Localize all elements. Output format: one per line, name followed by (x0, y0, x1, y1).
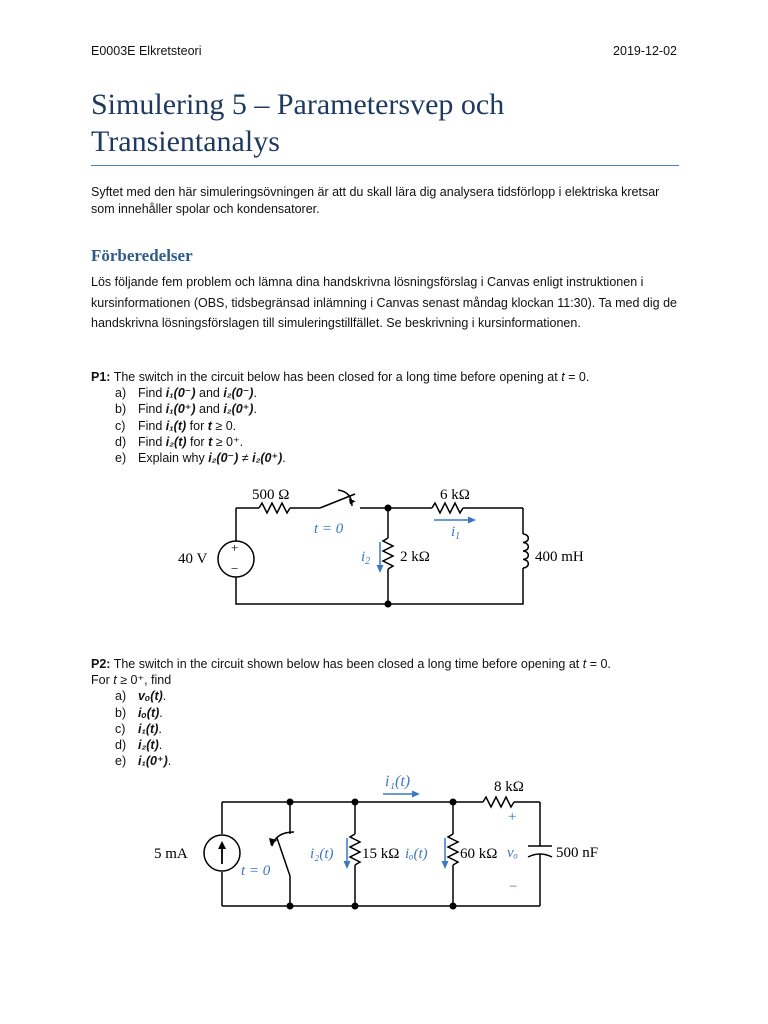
title-divider (91, 165, 679, 166)
problem-1 (91, 369, 589, 466)
section-paragraph: Lös följande fem problem och lämna dina handskrivna lösningsförslag i Canvas enligt instruktionen i kursinformationen (OBS, tidsbegränsad inlämning i Canvas senast måndag klockan 11:30). Ta med dig de handskrivna lösningsförslagen till simuleringstillfället. Se beskrivning i kursinformationen. (91, 275, 677, 330)
label-r2: 60 kΩ (460, 846, 498, 862)
junction-dot (287, 903, 294, 910)
junction-dot (385, 601, 392, 608)
junction-dot (352, 903, 359, 910)
vo-plus: + (508, 809, 517, 825)
label-vo: vₒ (507, 845, 518, 861)
resistor-6k (432, 503, 463, 513)
switch-blade (277, 838, 290, 876)
junction-dot (450, 799, 457, 806)
problem-2-statement-line2: For t ≥ 0⁺, find (91, 673, 172, 688)
list-item: c) Find i₁(t) for t ≥ 0. (115, 418, 237, 433)
date-header: 2019-12-02 (613, 44, 677, 58)
inductor-400mh (523, 534, 528, 568)
label-i1: i₁(t) (385, 773, 411, 790)
list-item: a) vₒ(t). (115, 689, 167, 704)
source-minus: − (231, 561, 239, 576)
label-cap: 500 nF (556, 845, 599, 861)
source-plus: + (231, 540, 239, 555)
list-item: b) iₒ(t). (115, 705, 163, 720)
course-header: E0003E Elkretsteori (91, 44, 202, 58)
problem-1-statement: P1: The switch in the circuit below has been closed for a long time before opening at t = 0. (91, 370, 590, 384)
junction-dot (352, 799, 359, 806)
list-item: a) Find i₁(0⁻) and i₂(0⁻). (115, 386, 257, 401)
resistor-2k (383, 538, 393, 569)
resistor-8k (483, 797, 514, 807)
problem-2-label: P2: (91, 657, 111, 671)
label-i2: i₂(t) (310, 846, 334, 862)
problem-1-items (91, 385, 589, 466)
section-heading: Förberedelser (91, 246, 193, 265)
junction-dot (450, 903, 457, 910)
label-r2: 6 kΩ (440, 487, 470, 503)
label-r1: 500 Ω (252, 487, 290, 503)
resistor-15k (350, 834, 360, 865)
label-r1: 15 kΩ (362, 846, 400, 862)
problem-2-statement: P2: The switch in the circuit shown below has been closed a long time before opening at t = 0. (91, 657, 611, 671)
list-item: b) Find i₁(0⁺) and i₂(0⁺). (115, 402, 257, 417)
circuit-2-diagram (150, 766, 620, 918)
list-item: e) i₁(0⁺). (115, 754, 172, 769)
list-item: e) Explain why i₂(0⁻) ≠ i₂(0⁺). (115, 451, 286, 466)
list-item: d) i₂(t). (115, 738, 163, 753)
problem-2 (91, 656, 611, 769)
circuit-1-diagram (160, 478, 620, 612)
label-r3: 8 kΩ (494, 779, 524, 795)
resistor-60k (448, 834, 458, 865)
problem-2-items (91, 688, 611, 769)
list-item: d) Find i₂(t) for t ≥ 0⁺. (115, 434, 244, 449)
label-source: 5 mA (154, 846, 188, 862)
label-i1: $i_1$ (451, 524, 461, 542)
problem-1-label: P1: (91, 370, 111, 384)
label-switch: t = 0 (314, 521, 344, 537)
label-i2: $i_2$ (361, 549, 371, 567)
junction-dot (385, 505, 392, 512)
label-r3: 2 kΩ (400, 549, 430, 565)
intro-paragraph: Syftet med den här simuleringsövningen är att du skall lära dig analysera tidsförlopp i elektriska kretsar som innehåller spolar och kondensatorer. (91, 185, 660, 216)
vo-minus: − (509, 879, 518, 895)
list-item: c) i₁(t). (115, 721, 162, 736)
label-inductor: 400 mH (535, 549, 584, 565)
resistor-500-ohm (259, 503, 290, 513)
label-source: 40 V (178, 551, 208, 567)
label-switch: t = 0 (241, 863, 271, 879)
document-title: Simulering 5 – Parametersvep och Transientanalys (91, 88, 505, 158)
label-io: iₒ(t) (405, 846, 428, 862)
junction-dot (287, 799, 294, 806)
